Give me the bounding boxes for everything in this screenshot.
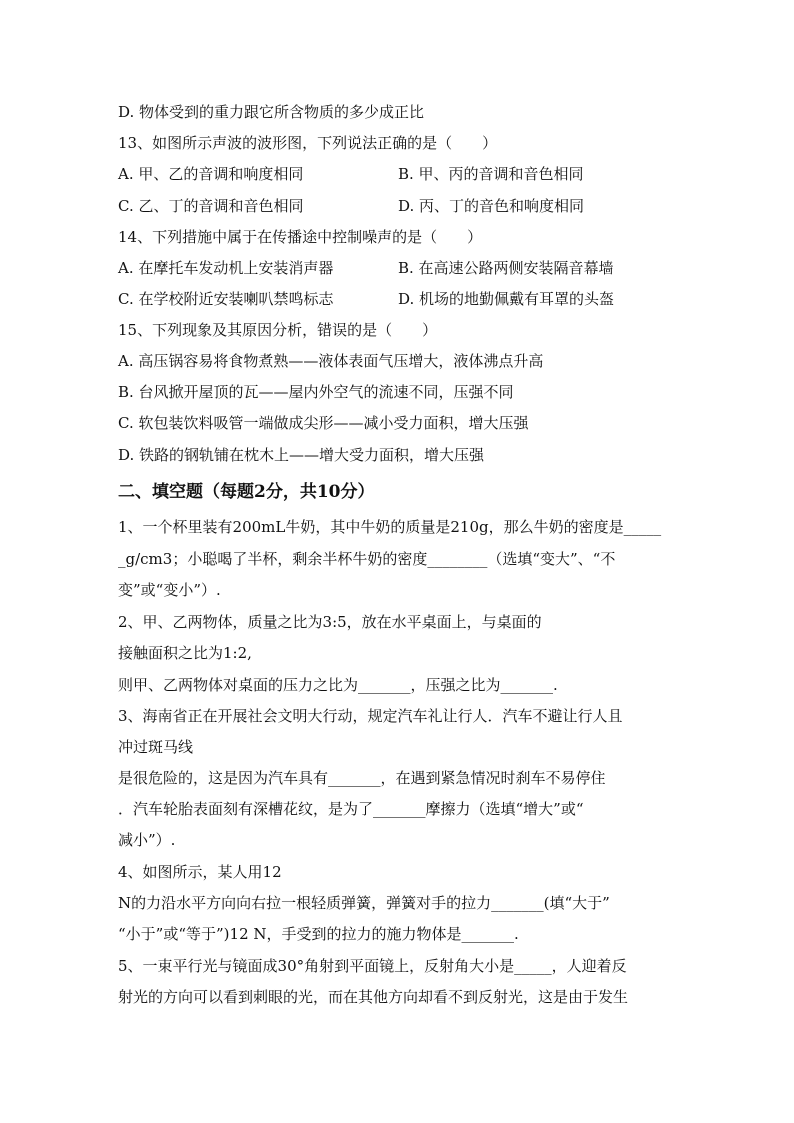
fill-q4-line3: “小于”或“等于”)12 N，手受到的拉力的施力物体是_______. (118, 925, 519, 943)
fill-q3-line3: 是很危险的，这是因为汽车具有_______，在遇到紧急情况时刹车不易停住 (118, 769, 606, 787)
fill-q2-line1: 2、甲、乙两物体，质量之比为3:5，放在水平桌面上，与桌面的 (118, 613, 542, 631)
fill-q3-line4: ．汽车轮胎表面刻有深槽花纹，是为了_______摩擦力（选填“增大”或“ (118, 800, 584, 818)
fill-q2-line2: 接触面积之比为1:2, (118, 644, 252, 662)
q14-option-c: C. 在学校附近安装喇叭禁鸣标志 (118, 290, 334, 308)
q13-option-a: A. 甲、乙的音调和响度相同 (118, 165, 304, 183)
fill-q3-line1: 3、海南省正在开展社会文明大行动，规定汽车礼让行人．汽车不避让行人且 (118, 707, 623, 725)
section-heading: 二、填空题（每题2分，共10分） (118, 482, 375, 502)
q13-stem: 13、如图所示声波的波形图，下列说法正确的是（ ） (118, 134, 498, 152)
fill-q5-line2: 射光的方向可以看到刺眼的光，而在其他方向却看不到反射光，这是由于发生 (118, 988, 629, 1006)
q13-option-d: D. 丙、丁的音色和响度相同 (398, 197, 585, 215)
fill-q4-line2: N的力沿水平方向向右拉一根轻质弹簧，弹簧对手的拉力_______(填“大于” (118, 894, 610, 912)
q15-option-d: D. 铁路的钢轨铺在枕木上——增大受力面积，增大压强 (118, 446, 485, 464)
q14-option-a: A. 在摩托车发动机上安装消声器 (118, 259, 334, 277)
fill-q3-line2: 冲过斑马线 (118, 738, 194, 756)
q12-option-d: D. 物体受到的重力跟它所含物质的多少成正比 (118, 103, 425, 121)
fill-q1-line3: 变”或“变小”）. (118, 581, 221, 599)
fill-q3-line5: 减小”）. (118, 831, 176, 849)
fill-q2-line3: 则甲、乙两物体对桌面的压力之比为_______，压强之比为_______. (118, 676, 558, 694)
q15-option-a: A. 高压锅容易将食物煮熟——液体表面气压增大，液体沸点升高 (118, 352, 544, 370)
q14-option-b: B. 在高速公路两侧安装隔音幕墙 (398, 259, 614, 277)
q15-option-c: C. 软包装饮料吸管一端做成尖形——减小受力面积，增大压强 (118, 414, 529, 432)
fill-q1-line1: 1、一个杯里装有200mL牛奶，其中牛奶的质量是210g，那么牛奶的密度是_____ (118, 518, 662, 536)
q14-option-d: D. 机场的地勤佩戴有耳罩的头盔 (398, 290, 615, 308)
fill-q1-line2: _g/cm3；小聪喝了半杯，剩余半杯牛奶的密度________（选填“变大”、“不 (118, 550, 616, 568)
fill-q4-line1: 4、如图所示，某人用12 (118, 863, 282, 881)
q15-stem: 15、下列现象及其原因分析，错误的是（ ） (118, 321, 438, 339)
fill-q5-line1: 5、一束平行光与镜面成30°角射到平面镜上，反射角大小是_____，人迎着反 (118, 957, 627, 975)
q15-option-b: B. 台风掀开屋顶的瓦——屋内外空气的流速不同，压强不同 (118, 383, 514, 401)
q13-option-b: B. 甲、丙的音调和音色相同 (398, 165, 584, 183)
q13-option-c: C. 乙、丁的音调和音色相同 (118, 197, 304, 215)
q14-stem: 14、下列措施中属于在传播途中控制噪声的是（ ） (118, 228, 483, 246)
